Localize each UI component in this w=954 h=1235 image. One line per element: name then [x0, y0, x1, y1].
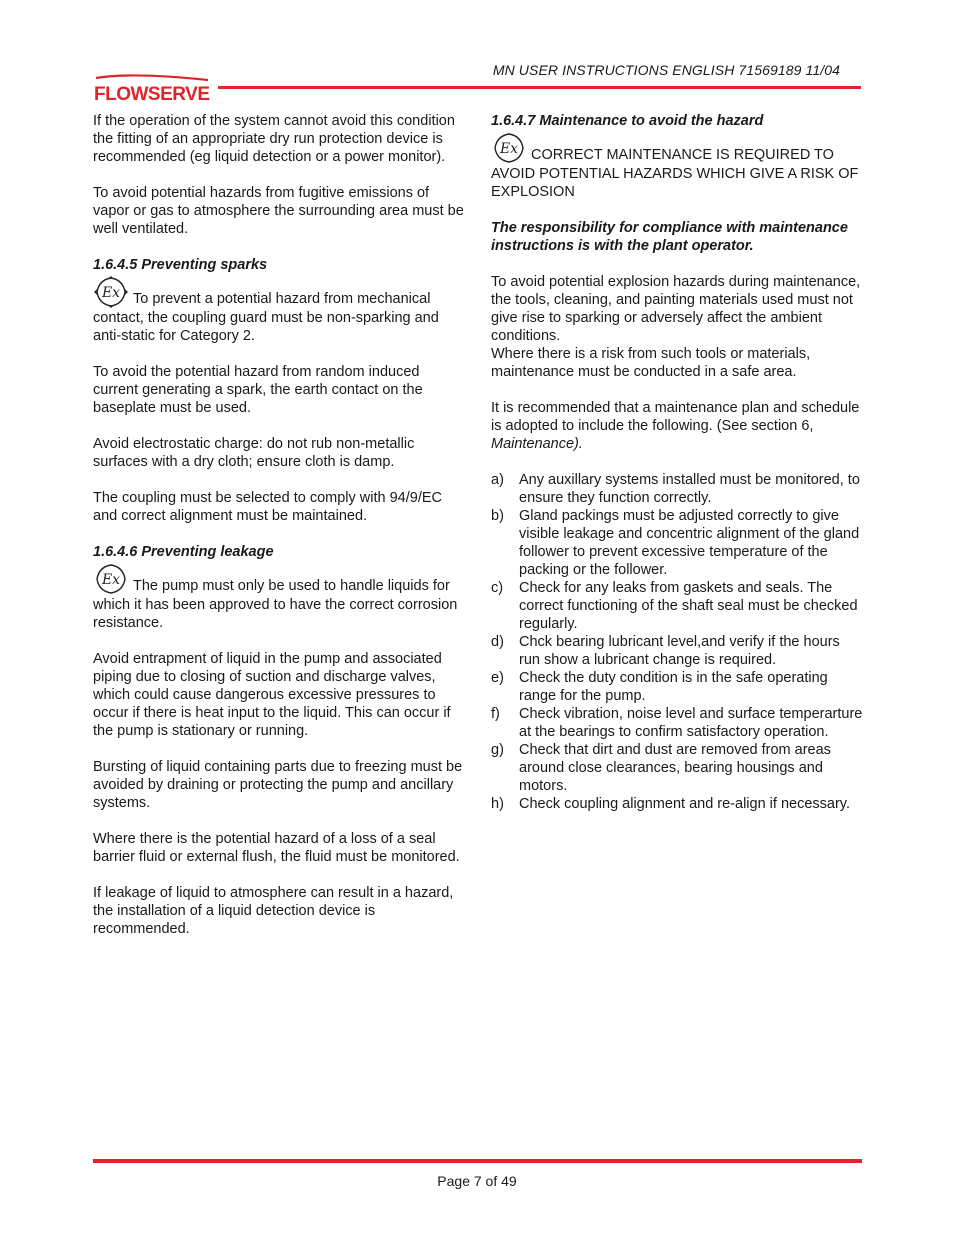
footer-rule — [93, 1159, 862, 1163]
list-item — [491, 669, 863, 705]
list-item — [491, 507, 863, 579]
section-heading-maintenance: 1.6.4.7 Maintenance to avoid the hazard — [491, 113, 764, 129]
paragraph: It is recommended that a maintenance plan and schedule is adopted to include the following. (See section 6, Maintenance). — [491, 400, 860, 452]
paragraph: Where there is the potential hazard of a loss of a seal barrier fluid or external flush, the fluid must be monitored. — [93, 831, 460, 865]
warning-caps-text: CORRECT MAINTENANCE IS REQUIRED TO AVOID POTENTIAL HAZARDS WHICH GIVE A RISK OF EXPLOSION — [491, 147, 859, 200]
paragraph: If the operation of the system cannot avoid this condition the fitting of an appropriate dry run protection device is recommended (eg liquid detection or a power monitor). — [93, 113, 455, 165]
list-item-text: Chck bearing lubricant level,and verify if the hours run show a lubricant change is required. — [519, 634, 840, 668]
list-item — [491, 579, 863, 633]
list-item-text: Any auxillary systems installed must be monitored, to ensure they function correctly. — [519, 472, 860, 506]
list-item — [491, 633, 863, 669]
list-item-text: Check vibration, noise level and surface temperarture at the bearings to confirm satisfactory operation. — [519, 706, 863, 740]
list-marker: g) — [491, 742, 504, 758]
paragraph: Where there is a risk from such tools or materials, maintenance must be conducted in a safe area. — [491, 346, 811, 380]
list-item — [491, 741, 863, 795]
list-marker: b) — [491, 508, 504, 524]
list-marker: d) — [491, 634, 504, 650]
section-reference: Maintenance). — [491, 436, 583, 452]
list-item-text: Check coupling alignment and re-align if necessary. — [519, 796, 850, 812]
paragraph: If leakage of liquid to atmosphere can result in a hazard, the installation of a liquid detection device is recommended. — [93, 885, 454, 937]
paragraph: To avoid potential explosion hazards during maintenance, the tools, cleaning, and painting materials used must not give rise to sparking or adversely affect the ambient conditions. — [491, 274, 861, 344]
document-header-title: MN USER INSTRUCTIONS ENGLISH 71569189 11/04 — [492, 62, 840, 78]
atex-ex-icon — [93, 562, 129, 596]
paragraph: Avoid electrostatic charge: do not rub non-metallic surfaces with a dry cloth; ensure cloth is damp. — [93, 436, 415, 470]
header-rule — [218, 86, 861, 89]
list-marker: f) — [491, 706, 500, 722]
list-marker: e) — [491, 670, 504, 686]
section-heading-preventing-leakage: 1.6.4.6 Preventing leakage — [93, 544, 274, 560]
list-item — [491, 705, 863, 741]
logo-wordmark: FLOWSERVE — [94, 84, 210, 104]
paragraph: To prevent a potential hazard from mechanical contact, the coupling guard must be non-sparking and anti-static for Category 2. — [93, 291, 439, 344]
list-item-text: Check the duty condition is in the safe operating range for the pump. — [519, 670, 828, 704]
paragraph: The coupling must be selected to comply with 94/9/EC and correct alignment must be maintained. — [93, 490, 442, 524]
paragraph: Bursting of liquid containing parts due to freezing must be avoided by draining or protecting the pump and ancillary systems. — [93, 759, 463, 811]
paragraph: To avoid the potential hazard from random induced current generating a spark, the earth contact on the baseplate must be used. — [93, 364, 423, 416]
page-number: Page 7 of 49 — [437, 1173, 517, 1189]
list-item-text: Gland packings must be adjusted correctly to give visible leakage and concentric alignment of the gland follower to prevent excessive temperature of the packing or the follower. — [519, 508, 860, 578]
flowserve-logo — [92, 74, 212, 104]
svg-text:Ex: Ex — [101, 572, 121, 588]
paragraph: The pump must only be used to handle liquids for which it has been approved to have the correct corrosion resistance. — [93, 578, 458, 631]
section-heading-preventing-sparks: 1.6.4.5 Preventing sparks — [93, 257, 268, 273]
list-marker: a) — [491, 472, 504, 488]
paragraph: Avoid entrapment of liquid in the pump and associated piping due to closing of suction and discharge valves, which could cause dangerous excessive pressures to occur if there is heat input to the liquid. This can occur if the pump is stationary or running. — [93, 651, 451, 739]
atex-ex-icon — [491, 131, 527, 165]
list-item-text: Check that dirt and dust are removed from areas around close clearances, bearing housings and motors. — [519, 742, 831, 794]
responsibility-statement: The responsibility for compliance with maintenance instructions is with the plant operator. — [491, 220, 848, 254]
paragraph: To avoid potential hazards from fugitive emissions of vapor or gas to atmosphere the surrounding area must be well ventilated. — [93, 185, 464, 237]
maintenance-checklist — [491, 471, 863, 813]
list-marker: c) — [491, 580, 504, 596]
right-column — [491, 112, 863, 813]
list-item — [491, 471, 863, 507]
left-column — [93, 112, 465, 938]
atex-ex-icon — [93, 275, 129, 309]
list-item — [491, 795, 863, 813]
list-marker: h) — [491, 796, 504, 812]
svg-text:Ex: Ex — [101, 285, 121, 301]
list-item-text: Check for any leaks from gaskets and seals. The correct functioning of the shaft seal must be checked regularly. — [519, 580, 858, 632]
svg-text:Ex: Ex — [499, 141, 519, 157]
